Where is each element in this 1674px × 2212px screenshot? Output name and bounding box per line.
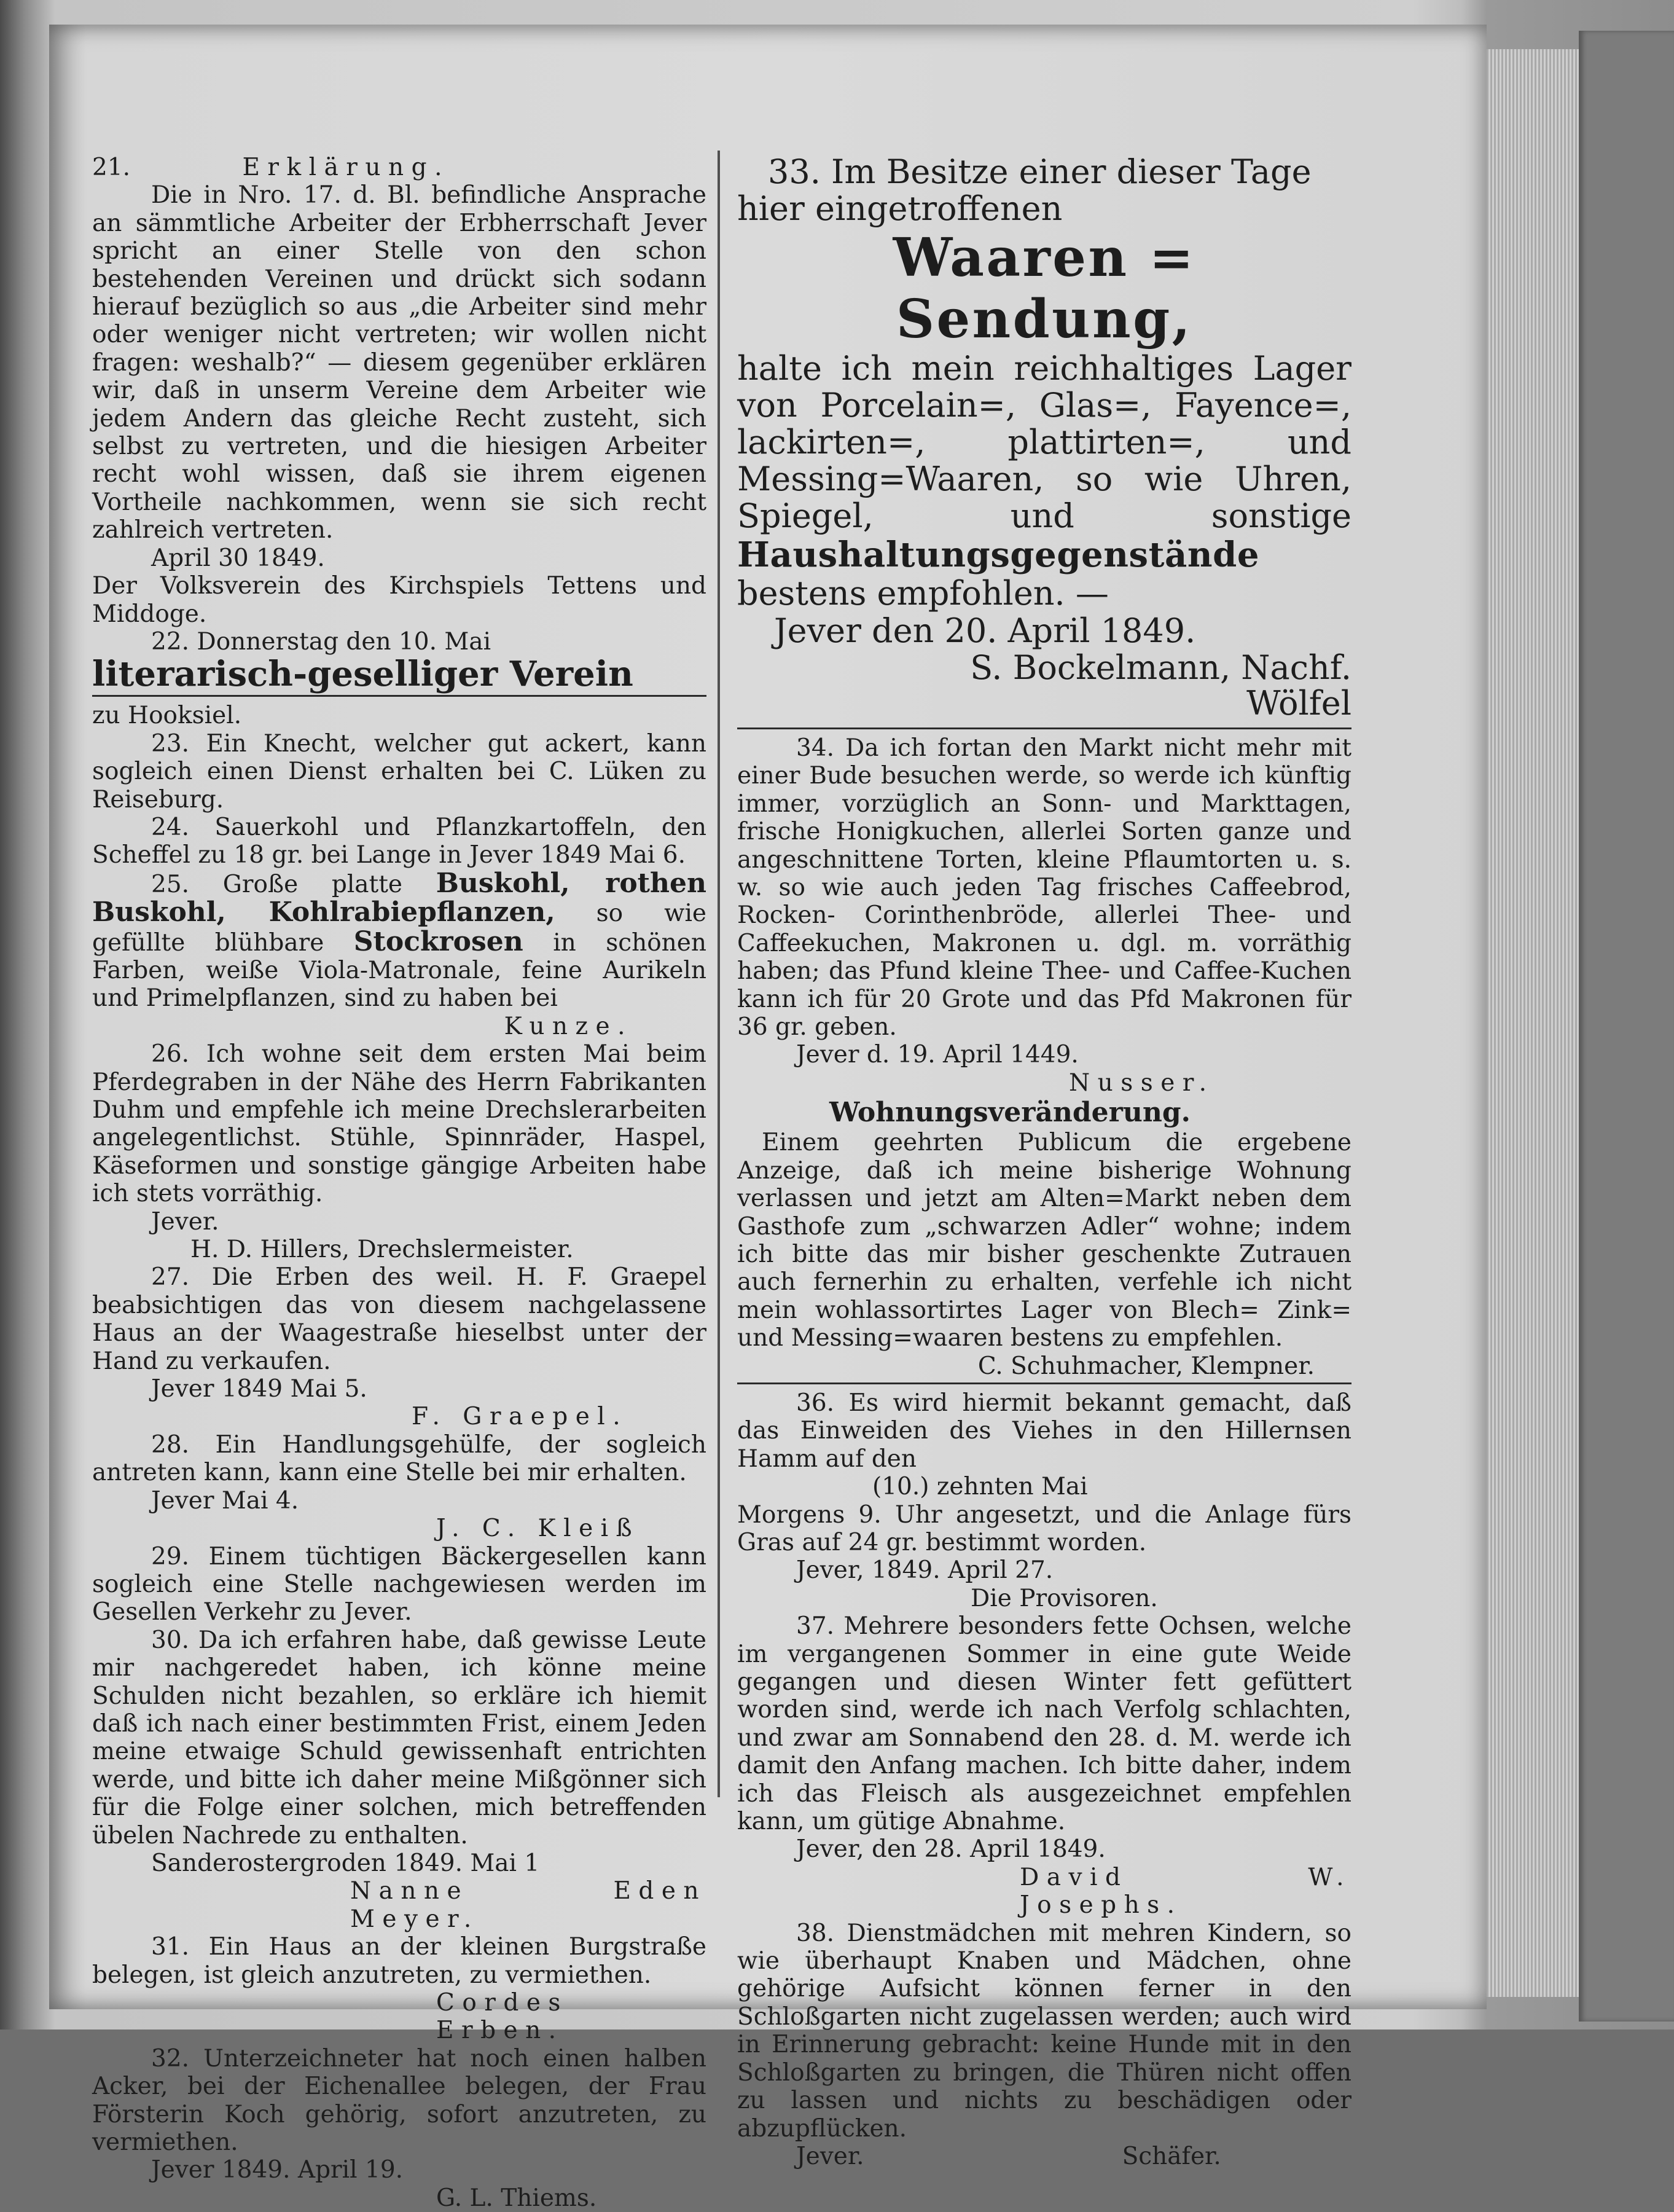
notice-35-text: Einem geehrten Publicum die ergebene Anzeige, daß ich meine bisherige Wohnung verlassen und jetzt am Alten=Markt neben dem Gasthofe zum „schwarzen Adler“ wohne; indem ich bitte das mir bisher geschenkte Zutrauen auch fernerhin zu erhalten, verfehle ich nicht mein wohlassortirtes Lager von Blech= Zink= und Messing=waaren bestens zu empfehlen. [737,1129,1351,1352]
right-column [737,154,1351,2170]
notice-27-signature: F. Graepel. [412,1403,628,1431]
notice-33-rule [737,728,1351,729]
notice-32-text: 32. Unterzeichneter hat noch einen halben Acker, bei der Eichenallee belegen, der Frau Försterin Koch gehörig, sofort anzutreten, zu vermiethen. [92,2044,706,2157]
notice-22-title: literarisch-geselliger Verein [92,654,633,695]
page-stack-edge [1487,49,1579,1997]
notice-33-signature-2: Wölfel [1246,684,1351,723]
notice-30-text: 30. Da ich erfahren habe, daß gewisse Leute mir nachgeredet haben, ich könne meine Schulden nicht bezahlen, so erkläre ich hiemit daß ich nach einer bestimmten Frist, einem Jeden meine etwaige Schuld gewissenhaft entrichten werde, und bitte ich daher meine Mißgönner sich für die Folge einer solchen, mich betreffenden übelen Nachrede zu enthalten. [92,1626,706,1849]
notice-36-signature: Die Provisoren. [971,1584,1158,1612]
notice-25-signature: Kunze. [504,1012,633,1040]
notice-29-text: 29. Einem tüchtigen Bäckergesellen kann sogleich eine Stelle nachgewiesen werden im Gesellen Verkehr zu Jever. [92,1542,706,1626]
notice-37-date: Jever, den 28. April 1849. [796,1835,1106,1864]
notice-35-signature: C. Schuhmacher, Klempner. [977,1352,1315,1380]
left-column [92,154,706,2212]
notice-22-place: zu Hooksiel. [92,702,242,730]
notice-33-title: Waaren = Sendung, [893,227,1196,350]
notice-33-household-goods: Haushaltungsgegenstände [737,535,1260,575]
notice-34-signature: Nusser. [1069,1069,1214,1097]
notice-28-text: 28. Ein Handlungsgehülfe, der sogleich antreten kann, kann eine Stelle bei mir erhalten. [92,1430,706,1487]
notice-21-date: April 30 1849. [151,544,325,572]
notice-28-signature: J. C. Kleiß [436,1515,640,1543]
notice-28-date: Jever Mai 4. [151,1486,299,1515]
notice-22-line: 22. Donnerstag den 10. Mai [151,627,491,656]
notice-27-date: Jever 1849 Mai 5. [151,1375,367,1403]
notice-33-signature-1: S. Bockelmann, Nachf. [970,648,1351,687]
notice-21-signature: Der Volksverein des Kirchspiels Tettens und Middoge. [92,572,706,628]
notice-32-date: Jever 1849. April 19. [151,2156,404,2184]
notice-36-date: Jever, 1849. April 27. [796,1556,1054,1585]
notice-34-date: Jever d. 19. April 1449. [796,1041,1079,1069]
notice-35-title: Wohnungsveränderung. [829,1097,1191,1129]
notice-33-line1: 33. Im Besitze einer dieser Tage [768,152,1312,191]
notice-32-signature: G. L. Thiems. [436,2184,597,2212]
notice-24-text: 24. Sauerkohl und Pflanzkartoffeln, den Scheffel zu 18 gr. bei Lange in Jever 1849 Mai 6. [92,813,706,869]
notice-38-place: Jever. [796,2142,864,2170]
notice-33-text: halte ich mein reichhaltiges Lager von Porcelain=, Glas=, Fayence=, lackirten=, plattirten=, und Messing=Waaren, so wie Uhren, Spiegel, und sonstige [737,349,1351,535]
notice-37-text: 37. Mehrere besonders fette Ochsen, welche im vergangenen Sommer in eine gute Weide gegangen und diesen Winter fett gefüttert worden sind, werde ich nach Verfolg schlachten, und zwar am Sonnabend den 28. d. M. werde ich damit den Anfang machen. Ich bitte daher, indem ich das Fleisch als ausgezeichnet empfehlen kann, um gütige Abnahme. [737,1612,1351,1836]
notice-38-footer [737,2143,1351,2170]
notice-23-text: 23. Ein Knecht, welcher gut ackert, kann sogleich einen Dienst erhalten bei C. Lüken zu Reiseburg. [92,729,706,814]
notice-30-date: Sanderostergroden 1849. Mai 1 [151,1849,540,1877]
notice-36-day: (10.) zehnten Mai [872,1473,1088,1501]
notice-21-text: Die in Nro. 17. d. Bl. befindliche Ansprache an sämmtliche Arbeiter der Erbherrschaft Jever spricht an einer Stelle von den schon bestehenden Vereinen und drückt sich sodann hierauf bezüglich so aus „die Arbeiter sind mehr oder weniger nicht vertreten; wir wollen nicht fragen: weshalb?“ — diesem gegenüber erklären wir, daß in unserm Vereine dem Arbeiter wie jedem Andern das gleiche Recht zusteht, sich selbst zu vertreten, und die hiesigen Arbeiter recht wohl wissen, daß sie ihrem eigenen Vortheile nachkommen, wenn sie sich recht zahlreich vertreten. [92,181,706,544]
notice-22-rule [92,695,706,697]
book-cover-edge [1579,31,1674,2022]
notice-33-date: Jever den 20. April 1849. [774,611,1196,650]
notice-37-signature: David W. Josephs. [1020,1863,1351,1920]
notice-26-text: 26. Ich wohne seit dem ersten Mai beim Pferdegraben in der Nähe des Herrn Fabrikanten Duhm und empfehle ich meine Drechslerarbeiten angelegentlichst. Stühle, Spinnräder, Haspel, Käseformen und sonstige gängige Arbeiten habe ich stets vorräthig. [92,1040,706,1208]
notice-34-text: 34. Da ich fortan den Markt nicht mehr mit einer Bude besuchen werde, so werde ich künftig immer, vorzüglich an Sonn- und Markttagen, frische Honigkuchen, allerlei Sorten ganze und angeschnittene Torten, kleine Pflaumtorten u. s. w. so wie auch jeden Tag frisches Caffeebrod, Rocken- Corinthenbröde, allerlei Thee- und Caffeekuchen, Makronen u. dgl. m. vorräthig haben; das Pfund kleine Thee- und Caffee-Kuchen kann ich für 20 Grote und das Pfd Makronen für 36 gr. geben. [737,734,1351,1041]
notice-35-rule [737,1382,1351,1384]
notice-38-text: 38. Dienstmädchen mit mehren Kindern, so wie überhaupt Knaben und Mädchen, ohne gehörige Aufsicht können ferner in den Schloßgarten nicht zugelassen werden; auch wird in Erinnerung gebracht: keine Hunde mit in den Schloßgarten zu bringen, die Thüren nicht offen zu lassen und nichts zu beschädigen oder abzupflücken. [737,1919,1351,2143]
notice-27-text: 27. Die Erben des weil. H. F. Graepel beabsichtigen das von diesem nachgelassene Haus an der Waagestraße hieselbst unter der Hand zu verkaufen. [92,1263,706,1375]
notice-31-text: 31. Ein Haus an der kleinen Burgstraße belegen, ist gleich anzutreten, zu vermiethen. [92,1933,706,1989]
notice-38-signature: Schäfer. [1122,2142,1221,2170]
notice-26-place: Jever. [151,1207,219,1236]
notice-33-line2: hier eingetroffenen [737,189,1063,228]
notice-25-text: 25. Große platte Buskohl, rothen Buskohl, Kohlrabiepflanzen, so wie gefüllte blühbare Stockrosen in schönen Farben, weiße Viola-Matronale, feine Aurikeln und Primelpflanzen, sind zu haben bei [92,867,706,1013]
notice-36-text: 36. Es wird hiermit bekannt gemacht, daß das Einweiden des Viehes in den Hillernsen Hamm auf den [737,1389,1351,1473]
notice-31-signature: Cordes Erben. [436,1989,568,2045]
notice-30-signature: Nanne Eden Meyer. [350,1877,706,1933]
notice-33-end: bestens empfohlen. — [737,574,1109,613]
notice-26-signature: H. D. Hillers, Drechslermeister. [190,1236,574,1264]
column-divider [718,151,720,1797]
notice-21-heading: 21. Erklärung. [92,154,450,181]
notice-36-text-2: Morgens 9. Uhr angesetzt, und die Anlage fürs Gras auf 24 gr. bestimmt worden. [737,1500,1351,1556]
